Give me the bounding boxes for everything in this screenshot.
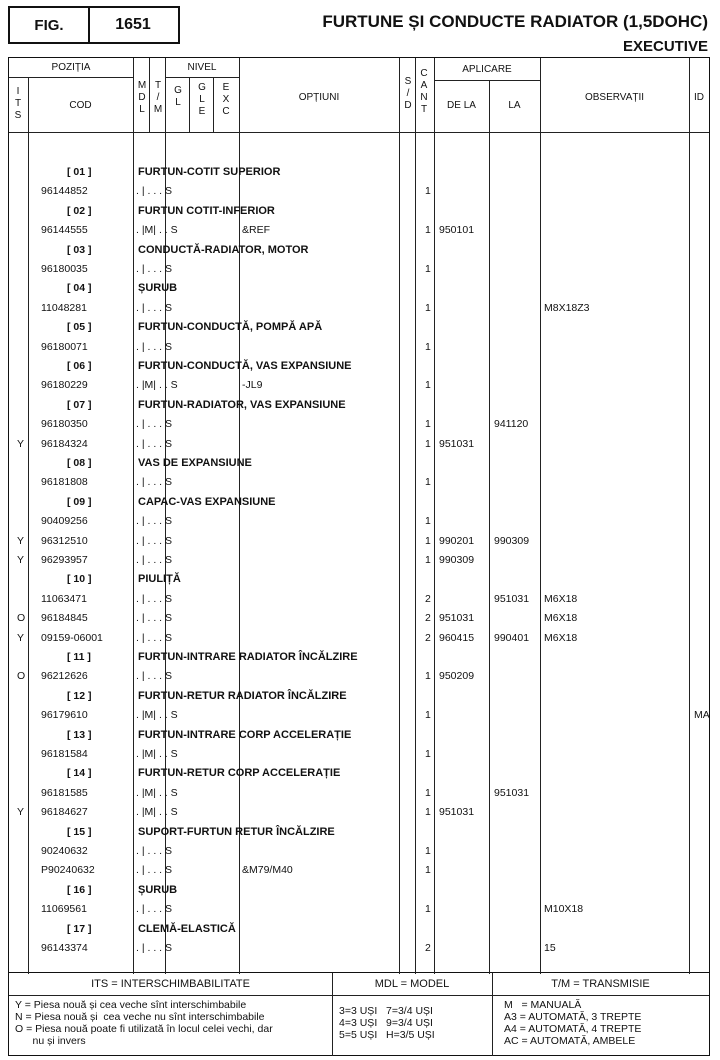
quantity: 2 bbox=[425, 612, 431, 625]
position-number: [ 08 ] bbox=[67, 457, 92, 469]
col-line bbox=[149, 58, 150, 132]
position-number: [ 12 ] bbox=[67, 689, 92, 702]
quantity: 1 bbox=[425, 263, 431, 275]
position-number: [ 02 ] bbox=[67, 204, 92, 217]
applies-from: 950209 bbox=[439, 670, 475, 683]
level-marks: . | . . . S bbox=[136, 631, 172, 644]
quantity: 1 bbox=[425, 185, 431, 198]
option: -JL9 bbox=[242, 379, 263, 392]
quantity: 1 bbox=[425, 864, 431, 877]
part-code: 11048281 bbox=[41, 301, 87, 314]
option: &M79/M40 bbox=[242, 864, 293, 877]
position-number: [ 10 ] bbox=[67, 573, 92, 586]
section-name: FURTUN-INTRARE CORP ACCELERAȚIE bbox=[138, 728, 352, 741]
quantity: 1 bbox=[425, 224, 431, 237]
table-row bbox=[9, 474, 709, 493]
header-exc: E X C bbox=[222, 82, 230, 117]
section-name: ȘURUB bbox=[138, 282, 178, 295]
section-name: FURTUN-INTRARE RADIATOR ÎNCĂLZIRE bbox=[138, 651, 358, 663]
table-row bbox=[9, 630, 709, 649]
part-code: 96180350 bbox=[41, 418, 88, 431]
quantity: 1 bbox=[425, 806, 431, 819]
applies-to: 990401 bbox=[494, 631, 530, 644]
quantity: 1 bbox=[425, 301, 431, 314]
table-row bbox=[9, 610, 709, 629]
level-marks: . | . . . S bbox=[136, 418, 172, 431]
part-code: 96143374 bbox=[41, 942, 88, 954]
nivel-divider bbox=[165, 77, 239, 78]
legend-mdl-text: 3=3 UȘI 7=3/4 UȘI 4=3 UȘI 9=3/4 UȘI 5=5 UȘI H=3/5 UȘI bbox=[339, 1005, 435, 1041]
level-marks: . | . . . S bbox=[136, 515, 172, 528]
part-code: 90409256 bbox=[41, 515, 88, 528]
table-row bbox=[9, 862, 709, 881]
section-row bbox=[9, 882, 709, 901]
quantity: 1 bbox=[425, 340, 431, 353]
section-name: CLEMĂ-ELASTICĂ bbox=[138, 922, 236, 935]
fig-number: 1651 bbox=[115, 16, 151, 33]
id-value: MA bbox=[694, 709, 710, 722]
level-marks: . |M| . . S bbox=[136, 786, 178, 799]
table-row bbox=[9, 533, 709, 552]
part-code: 96184627 bbox=[41, 806, 88, 819]
quantity: 2 bbox=[425, 631, 431, 644]
quantity: 1 bbox=[425, 845, 431, 857]
quantity: 1 bbox=[425, 418, 431, 431]
aplicare-divider bbox=[434, 80, 540, 81]
figure-box bbox=[8, 6, 180, 44]
level-marks: . | . . . S bbox=[136, 942, 172, 954]
applies-to: 990309 bbox=[494, 534, 530, 547]
table-row bbox=[9, 300, 709, 319]
table-row bbox=[9, 416, 709, 435]
its-code: Y bbox=[17, 437, 25, 450]
part-code: 96293957 bbox=[41, 554, 88, 566]
header-divider bbox=[9, 132, 709, 133]
table-row bbox=[9, 843, 709, 862]
level-marks: . | . . . S bbox=[136, 903, 172, 916]
section-name: ȘURUB bbox=[138, 883, 178, 896]
applies-from: 951031 bbox=[439, 612, 475, 625]
table-row bbox=[9, 436, 709, 455]
section-row bbox=[9, 358, 709, 377]
part-code: P90240632 bbox=[41, 864, 95, 877]
header-id: ID bbox=[694, 92, 704, 103]
level-marks: . |M| . . S bbox=[136, 379, 178, 392]
section-name: SUPORT-FURTUN RETUR ÎNCĂLZIRE bbox=[138, 825, 335, 838]
quantity: 2 bbox=[425, 592, 431, 605]
part-code: 96179610 bbox=[41, 709, 88, 722]
level-marks: . | . . . S bbox=[136, 340, 172, 353]
level-marks: . | . . . S bbox=[136, 185, 172, 198]
part-code: 96184324 bbox=[41, 437, 88, 450]
its-code: Y bbox=[17, 534, 25, 547]
level-marks: . | . . . S bbox=[136, 301, 172, 314]
level-marks: . |M| . . S bbox=[136, 224, 178, 237]
level-marks: . | . . . S bbox=[136, 554, 172, 566]
level-marks: . | . . . S bbox=[136, 592, 172, 605]
fig-label: FIG. bbox=[10, 8, 90, 42]
section-name: FURTUN-COTIT SUPERIOR bbox=[138, 166, 281, 178]
header-cod: COD bbox=[69, 100, 92, 111]
quantity: 1 bbox=[425, 515, 431, 528]
level-marks: . | . . . S bbox=[136, 534, 172, 547]
quantity: 1 bbox=[425, 748, 431, 760]
section-name: CONDUCTĂ-RADIATOR, MOTOR bbox=[138, 243, 309, 256]
table-row bbox=[9, 591, 709, 610]
level-marks: . | . . . S bbox=[136, 670, 172, 683]
section-row bbox=[9, 571, 709, 590]
table-row bbox=[9, 707, 709, 726]
part-code: 96181584 bbox=[41, 748, 88, 760]
quantity: 1 bbox=[425, 554, 431, 566]
quantity: 1 bbox=[425, 786, 431, 799]
level-marks: . | . . . S bbox=[136, 845, 172, 857]
header-optiuni: OPȚIUNI bbox=[298, 92, 340, 103]
position-number: [ 09 ] bbox=[67, 495, 92, 508]
legend bbox=[8, 973, 710, 1056]
header-mdl: M D L bbox=[137, 80, 147, 115]
header-nivel: NIVEL bbox=[187, 62, 217, 73]
section-row bbox=[9, 688, 709, 707]
section-row bbox=[9, 727, 709, 746]
section-name: FURTUN-RETUR CORP ACCELERAȚIE bbox=[138, 767, 341, 780]
section-row bbox=[9, 921, 709, 940]
position-number: [ 13 ] bbox=[67, 728, 92, 741]
part-code: 96212626 bbox=[41, 670, 88, 683]
header-dela: DE LA bbox=[447, 100, 476, 111]
part-code: 96180071 bbox=[41, 340, 88, 353]
section-row bbox=[9, 242, 709, 261]
quantity: 1 bbox=[425, 476, 431, 489]
table-row bbox=[9, 183, 709, 202]
table-row bbox=[9, 339, 709, 358]
its-code: Y bbox=[17, 806, 25, 819]
level-marks: . |M| . . S bbox=[136, 748, 178, 760]
header-cant: C A N T bbox=[420, 68, 428, 115]
table-row bbox=[9, 377, 709, 396]
observation: 15 bbox=[544, 942, 556, 954]
applies-from: 990309 bbox=[439, 554, 475, 566]
section-name: CAPAC-VAS EXPANSIUNE bbox=[138, 495, 276, 508]
its-code: Y bbox=[17, 554, 25, 566]
level-marks: . | . . . S bbox=[136, 612, 172, 625]
legend-its-title: ITS = INTERSCHIMBABILITATE bbox=[9, 973, 332, 996]
section-row bbox=[9, 280, 709, 299]
applies-from: 950101 bbox=[439, 224, 475, 237]
applies-from: 990201 bbox=[439, 534, 475, 547]
part-code: 11069561 bbox=[41, 903, 87, 916]
position-number: [ 04 ] bbox=[67, 282, 92, 295]
section-row bbox=[9, 319, 709, 338]
section-row bbox=[9, 649, 709, 668]
table-row bbox=[9, 261, 709, 280]
table-row bbox=[9, 940, 709, 959]
observation: M6X18 bbox=[544, 631, 578, 644]
its-code: O bbox=[17, 670, 26, 683]
parts-table bbox=[8, 57, 710, 973]
header-gl: G L bbox=[174, 85, 182, 108]
col-line bbox=[189, 77, 190, 132]
its-code: Y bbox=[17, 631, 25, 644]
quantity: 1 bbox=[425, 534, 431, 547]
legend-mdl-title: MDL = MODEL bbox=[332, 973, 492, 996]
section-name: FURTUN-CONDUCTĂ, POMPĂ APĂ bbox=[138, 321, 323, 334]
quantity: 1 bbox=[425, 437, 431, 450]
level-marks: . |M| . . S bbox=[136, 806, 178, 819]
legend-tm-text: M = MANUALĂ A3 = AUTOMATĂ, 3 TREPTE A4 = AUTOMATĂ, 4 TREPTE AC = AUTOMATĂ, AMBELE bbox=[504, 999, 642, 1047]
table-row bbox=[9, 785, 709, 804]
observation: M8X18Z3 bbox=[544, 301, 590, 314]
section-row bbox=[9, 824, 709, 843]
section-row bbox=[9, 494, 709, 513]
table-row bbox=[9, 668, 709, 687]
legend-tm-title: T/M = TRANSMISIE bbox=[492, 973, 709, 996]
applies-to: 941120 bbox=[494, 418, 529, 431]
level-marks: . |M| . . S bbox=[136, 709, 178, 722]
part-code: 96180229 bbox=[41, 379, 88, 392]
position-number: [ 16 ] bbox=[67, 883, 92, 896]
section-row bbox=[9, 203, 709, 222]
level-marks: . | . . . S bbox=[136, 437, 172, 450]
quantity: 1 bbox=[425, 379, 431, 392]
part-code: 96144555 bbox=[41, 224, 88, 237]
section-row bbox=[9, 164, 709, 183]
page-title: FURTUNE ȘI CONDUCTE RADIATOR (1,5DOHC) bbox=[322, 12, 708, 31]
quantity: 2 bbox=[425, 942, 431, 954]
part-code: 96184845 bbox=[41, 612, 88, 625]
section-row bbox=[9, 455, 709, 474]
level-marks: . | . . . S bbox=[136, 263, 172, 275]
observation: M10X18 bbox=[544, 903, 584, 916]
table-row bbox=[9, 552, 709, 571]
level-marks: . | . . . S bbox=[136, 864, 172, 877]
legend-its-text: Y = Piesa nouă și cea veche sînt interschimbabile N = Piesa nouă și cea veche nu sînt interschimbabile O = Piesa nouă poate fi utilizată în locul celei vechi, dar nu și invers bbox=[15, 999, 273, 1047]
section-name: VAS DE EXPANSIUNE bbox=[138, 457, 252, 469]
header-its: I T S bbox=[14, 86, 22, 121]
quantity: 1 bbox=[425, 670, 431, 683]
position-number: [ 05 ] bbox=[67, 321, 92, 334]
header-gle: G L E bbox=[198, 82, 206, 117]
observation: M6X18 bbox=[544, 592, 578, 605]
applies-from: 951031 bbox=[439, 806, 475, 819]
section-name: PIULIȚĂ bbox=[138, 573, 181, 586]
part-code: 96181585 bbox=[41, 786, 88, 799]
position-number: [ 15 ] bbox=[67, 825, 92, 838]
its-code: O bbox=[17, 612, 26, 625]
section-row bbox=[9, 765, 709, 784]
part-code: 96181808 bbox=[41, 476, 88, 489]
part-code: 11063471 bbox=[41, 592, 87, 605]
part-code: 90240632 bbox=[41, 845, 88, 857]
level-marks: . | . . . S bbox=[136, 476, 172, 489]
part-code: 96144852 bbox=[41, 185, 88, 198]
table-row bbox=[9, 901, 709, 920]
table-row bbox=[9, 746, 709, 765]
applies-to: 951031 bbox=[494, 592, 530, 605]
table-row bbox=[9, 804, 709, 823]
applies-from: 951031 bbox=[439, 437, 475, 450]
col-line bbox=[213, 77, 214, 132]
option: &REF bbox=[242, 224, 271, 237]
part-code: 96180035 bbox=[41, 263, 88, 275]
section-name: FURTUN-RADIATOR, VAS EXPANSIUNE bbox=[138, 398, 346, 411]
part-code: 09159-06001 bbox=[41, 631, 103, 644]
header-tm: T / M bbox=[153, 80, 163, 115]
section-row bbox=[9, 397, 709, 416]
part-code: 96312510 bbox=[41, 534, 88, 547]
position-number: [ 07 ] bbox=[67, 398, 92, 411]
section-name: FURTUN COTIT-INFERIOR bbox=[138, 204, 275, 217]
table-row bbox=[9, 222, 709, 241]
header-pozitia: POZIȚIA bbox=[51, 62, 91, 73]
section-name: FURTUN-RETUR RADIATOR ÎNCĂLZIRE bbox=[138, 689, 347, 702]
page-subtitle: EXECUTIVE bbox=[622, 38, 708, 55]
position-number: [ 14 ] bbox=[67, 767, 92, 780]
quantity: 1 bbox=[425, 903, 431, 916]
observation: M6X18 bbox=[544, 612, 578, 625]
header-observatii: OBSERVAȚII bbox=[584, 92, 645, 103]
quantity: 1 bbox=[425, 709, 431, 722]
applies-from: 960415 bbox=[439, 631, 475, 644]
position-number: [ 01 ] bbox=[67, 166, 92, 178]
position-number: [ 03 ] bbox=[67, 243, 92, 256]
header-aplicare: APLICARE bbox=[462, 64, 512, 75]
table-row bbox=[9, 513, 709, 532]
header-la: LA bbox=[508, 100, 521, 111]
applies-to: 951031 bbox=[494, 786, 530, 799]
header-sd: S / D bbox=[404, 76, 412, 111]
position-number: [ 17 ] bbox=[67, 922, 92, 935]
position-number: [ 06 ] bbox=[67, 360, 92, 372]
position-number: [ 11 ] bbox=[67, 651, 91, 663]
section-name: FURTUN-CONDUCTĂ, VAS EXPANSIUNE bbox=[138, 360, 352, 372]
